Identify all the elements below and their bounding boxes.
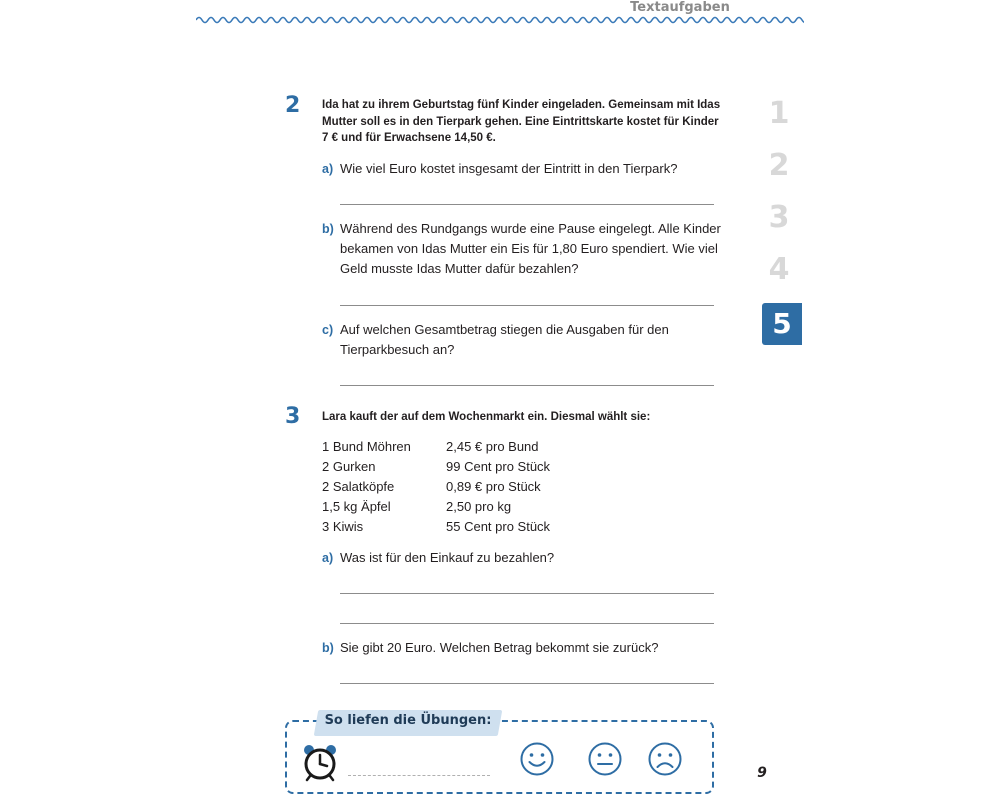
item-price: 2,50 pro kg bbox=[446, 499, 512, 514]
subtask-question: Was ist für den Einkauf zu bezahlen? bbox=[340, 550, 555, 565]
answer-line[interactable] bbox=[340, 593, 714, 594]
answer-line[interactable] bbox=[340, 623, 714, 624]
chapter-tab-1[interactable]: 1 bbox=[768, 96, 790, 131]
item-name: 2 Gurken bbox=[322, 459, 376, 474]
answer-line[interactable] bbox=[340, 683, 714, 684]
subtask-letter: b) bbox=[322, 641, 334, 655]
answer-line[interactable] bbox=[340, 305, 714, 306]
item-price: 2,45 € pro Bund bbox=[446, 439, 539, 454]
item-name: 2 Salatköpfe bbox=[322, 479, 395, 494]
shopping-list bbox=[322, 437, 582, 537]
chapter-tab-3[interactable]: 3 bbox=[768, 200, 790, 235]
subtask-letter: b) bbox=[322, 222, 334, 236]
item-name: 1 Bund Möhren bbox=[322, 439, 411, 454]
list-item bbox=[322, 517, 582, 537]
task-2-intro: Ida hat zu ihrem Geburtstag fünf Kinder eingeladen. Gemeinsam mit Idas Mutter soll es in den Tierpark gehen. Eine Eintrittskarte kostet für Kinder 7 € und für Erwachsene 14,50 €. bbox=[322, 99, 721, 144]
task-number-3: 3 bbox=[285, 404, 301, 429]
chapter-tab-active[interactable]: 5 bbox=[762, 303, 802, 345]
subtask-question: Auf welchen Gesamtbetrag stiegen die Ausgaben für den Tierparkbesuch an? bbox=[340, 322, 669, 357]
time-entry-line[interactable] bbox=[348, 775, 490, 776]
task-number-2: 2 bbox=[285, 93, 301, 118]
chapter-tab-2[interactable]: 2 bbox=[768, 148, 790, 183]
neutral-face-icon[interactable] bbox=[587, 741, 623, 777]
subtask-question: Wie viel Euro kostet insgesamt der Eintritt in den Tierpark? bbox=[340, 161, 678, 176]
item-price: 55 Cent pro Stück bbox=[446, 519, 551, 534]
answer-line[interactable] bbox=[340, 204, 714, 205]
list-item bbox=[322, 457, 582, 477]
subtask-letter: a) bbox=[322, 162, 334, 176]
feedback-label: So liefen die Übungen: bbox=[324, 713, 492, 728]
item-name: 1,5 kg Äpfel bbox=[322, 499, 391, 514]
wavy-divider bbox=[196, 10, 804, 30]
item-price: 99 Cent pro Stück bbox=[446, 459, 551, 474]
task-3-intro: Lara kauft der auf dem Wochenmarkt ein. Diesmal wählt sie: bbox=[322, 411, 651, 423]
chapter-tab-4[interactable]: 4 bbox=[768, 252, 790, 287]
subtask-letter: c) bbox=[322, 323, 334, 337]
list-item bbox=[322, 437, 582, 457]
subtask-letter: a) bbox=[322, 551, 334, 565]
list-item bbox=[322, 497, 582, 517]
running-header-title: Textaufgaben bbox=[630, 0, 730, 15]
subtask-question: Sie gibt 20 Euro. Welchen Betrag bekommt sie zurück? bbox=[340, 640, 659, 655]
happy-face-icon[interactable] bbox=[519, 741, 555, 777]
sad-face-icon[interactable] bbox=[647, 741, 683, 777]
subtask-question: Während des Rundgangs wurde eine Pause eingelegt. Alle Kinder bekamen von Idas Mutter ein Eis für 1,80 Euro spendiert. Wie viel Geld musste Idas Mutter dafür bezahlen? bbox=[340, 221, 721, 276]
item-name: 3 Kiwis bbox=[322, 519, 364, 534]
item-price: 0,89 € pro Stück bbox=[446, 479, 541, 494]
list-item bbox=[322, 477, 582, 497]
page-number: 9 bbox=[757, 765, 767, 781]
alarm-clock-icon bbox=[300, 742, 340, 782]
answer-line[interactable] bbox=[340, 385, 714, 386]
